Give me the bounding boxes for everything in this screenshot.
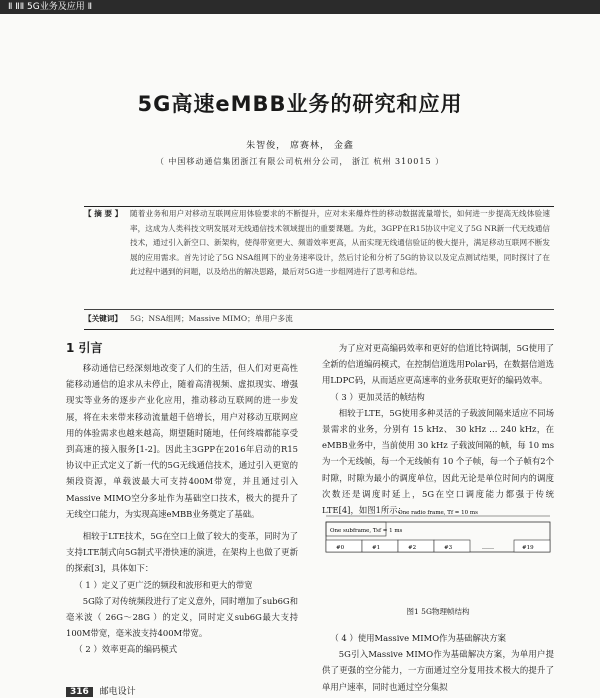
list-item: （ 3 ）更加灵活的帧结构 <box>330 391 425 402</box>
paragraph: 相较于LTE技术，5G在空口上做了较大的变革，同时为了支持LTE制式向5G制式平滑快速的演进，在架构上也做了更新的探索[3]，具体如下： <box>66 531 298 574</box>
frame-label: One radio frame, Tf = 10 ms <box>398 510 478 516</box>
slot-label: #0 <box>336 545 345 551</box>
paragraph: 5G除了对传统频段进行了定义意外，同时增加了sub6G和毫米波（ 26G～28G ）的定义，同时定义sub6G最大支持100M带宽，毫米波支持400M带宽。 <box>66 595 298 639</box>
list-item: （ 4 ）使用Massive MIMO作为基础解决方案 <box>330 633 507 643</box>
right-column-lower <box>322 630 554 695</box>
keywords-row <box>84 309 554 323</box>
left-column <box>66 340 298 658</box>
section-header: Ⅱ ⅡⅡ 5G业务及应用 Ⅱ <box>0 0 600 14</box>
slot-label: #2 <box>408 545 417 551</box>
affiliation: （ 中国移动通信集团浙江有限公司杭州分公司， 浙江 杭州 310015 ） <box>155 157 445 166</box>
slot-label: #19 <box>522 545 534 551</box>
ellipsis-mark: …… <box>482 544 494 551</box>
abstract-box <box>84 206 554 330</box>
slot-label: #1 <box>372 545 381 551</box>
paragraph: 相较于LTE，5G使用多种灵活的子载波间隔来适应不同场景需求的业务，分别有 15 kHz、 30 kHz … 240 kHz，在eMBB业务中，当前使用 30 kHz 子载波间隔的帧，每 10 ms为一个无线帧，每一个无线帧有 10 个子帧，每一个子帧有2个时隙，时隙为最小的调度单位，因此无论是单位时间内的调度次数还是调度时延上，5G在空口调度能力都强于传统LTE[4]，如图1所示： <box>322 407 554 516</box>
abstract-text: 随着业务和用户对移动互联网应用体验要求的不断提升，应对未来爆炸性的移动数据流量增长，如何进一步提高无线体验速率，这成为人类科技文明发展对无线通信技术领域提出的重要课题。为此，3GPP在R15协议中定义了5G NR新一代无线通信技术，通过引入新空口、新架构，使得带宽更大、频谱效率更高，从而实现无线通信验证的极大提升，满足移动互联网不断发展的应用需求。首先讨论了5G NSA组网下的业务速率设计，然后讨论和分析了5G的协议以及定点测试结果，同时探讨了在此过程中遇到的问题，以及给出的解决思路，最后对5G进一步组网进行了思考和总结。 <box>130 209 550 276</box>
keywords-label: 【关键词】 <box>84 314 122 323</box>
list-item: （ 2 ）效率更高的编码模式 <box>74 644 178 655</box>
frame-structure-figure <box>322 508 554 596</box>
journal-name: 邮电设计 <box>99 687 136 697</box>
keywords-text: 5G；NSA组网；Massive MIMO；单用户多流 <box>130 314 293 323</box>
authors: 朱智俊， 席赛林， 金鑫 <box>246 141 354 151</box>
paragraph: 移动通信已经深刻地改变了人们的生活，但人们对更高性能移动通信的追求从未停止，随着高清视频、虚拟现实、增强现实等业务的逐步产业化应用，推动移动互联网的进一步发展，将在未来带来移动流量超千倍增长，用户对移动互联网应用的体验需求也越来越高，期望随时随地，任何终端都能享受到高速的接入服务[1-2]。因此主3GPP在2016年启动的R15协议中正式定义了新一代的5G无线通信技术，通过引入更宽的频段资源，单载波最大可支持400M带宽，并且通过引入Massive MIMO空分多址作为基础空口技术，极大的提升了无线空口能力，为实现高速eMBB业务奠定了基础。 <box>66 363 298 519</box>
figure-caption: 图1 5G物理帧结构 <box>406 607 470 616</box>
subframe-label: One subframe, Tsf = 1 ms <box>330 528 403 534</box>
abstract-label: 【 摘 要 】 <box>84 209 123 218</box>
section-heading: 1 引言 <box>66 341 103 355</box>
paragraph: 5G引入Massive MIMO作为基础解决方案，为单用户提供了更强的空分能力，一方面通过空分复用技术极大的提升了单用户速率，同时也通过空分集拟 <box>322 649 554 692</box>
article-title: 5G高速eMBB业务的研究和应用 <box>137 92 463 116</box>
slot-label: #3 <box>444 545 453 551</box>
right-column <box>322 340 554 518</box>
paragraph: 为了应对更高编码效率和更好的信道比特调制，5G使用了全新的信道编码模式，在控制信道选用Polar码，在数据信道选用LDPC码，从而适应更高速率的业务获取更好的编码效率。 <box>322 343 554 386</box>
page-footer <box>66 684 136 697</box>
page-number: 316 <box>66 687 93 697</box>
list-item: （ 1 ）定义了更广泛的频段和波形和更大的带宽 <box>74 579 253 590</box>
